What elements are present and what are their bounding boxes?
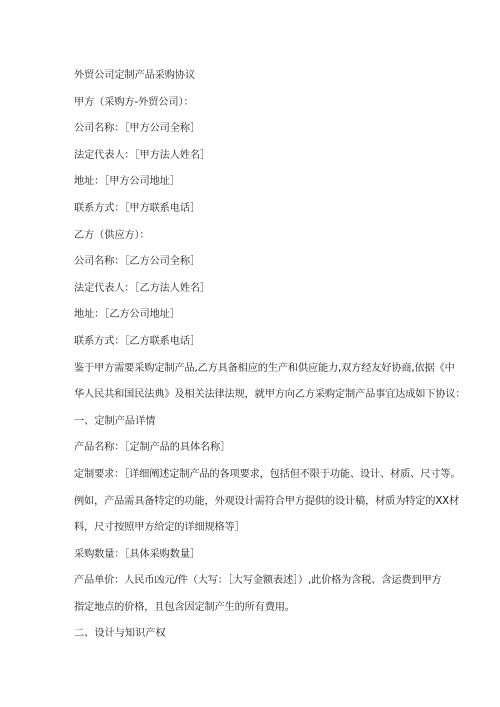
product-name: 产品名称：［定制产品的具体名称］ bbox=[74, 442, 231, 454]
party-b-legal-rep: 法定代表人：［乙方法人姓名］ bbox=[74, 282, 211, 294]
custom-requirements-line-1: 定制要求：［详细阐述定制产品的各项要求，包括但不限于功能、设计、材质、尺寸等。 bbox=[74, 468, 461, 480]
preamble-line-1: 鉴于甲方需要采购定制产品,乙方具备相应的生产和供应能力,双方经友好协商,依据《中 bbox=[74, 362, 455, 374]
section-1-heading: 一、定制产品详情 bbox=[74, 415, 156, 427]
purchase-quantity: 采购数量：［具体采购数量］ bbox=[74, 548, 201, 560]
party-b-heading: 乙方（供应方）： bbox=[74, 229, 150, 241]
unit-price-line-1: 产品单价：人民币凶元/件（大写：［大写金额表述］）,此价格为含税、含运费到甲方 bbox=[74, 575, 442, 587]
section-2-heading: 二、设计与知识产权 bbox=[74, 628, 166, 640]
party-b-address: 地址：［乙方公司地址］ bbox=[74, 309, 180, 321]
unit-price-line-2: 指定地点的价格，且包含因定制产生的所有费用。 bbox=[74, 601, 295, 613]
party-b-contact: 联系方式：［乙方联系电话］ bbox=[74, 335, 201, 347]
party-a-legal-rep: 法定代表人：［甲方法人姓名］ bbox=[74, 149, 211, 161]
party-a-heading: 甲方（采购方-外贸公司）： bbox=[74, 96, 194, 108]
party-a-contact: 联系方式：［甲方联系电话］ bbox=[74, 202, 201, 214]
party-a-company-name: 公司名称：［甲方公司全称］ bbox=[74, 123, 201, 135]
party-b-company-name: 公司名称：［乙方公司全称］ bbox=[74, 256, 201, 268]
agreement-body bbox=[74, 63, 466, 648]
document-title: 外贸公司定制产品采购协议 bbox=[74, 70, 196, 81]
custom-requirements-line-3: 料，尺寸按照甲方给定的详细规格等］ bbox=[74, 522, 245, 534]
preamble-line-2: 华人民共和国民法典》及相关法律法规，就甲方向乙方采购定制产品事宜达成如下协议： bbox=[74, 389, 466, 401]
party-a-address: 地址：［甲方公司地址］ bbox=[74, 176, 180, 188]
custom-requirements-line-2: 例如，产品需具备特定的功能，外观设计需符合甲方提供的设计稿，材质为特定的XX材 bbox=[74, 495, 460, 507]
